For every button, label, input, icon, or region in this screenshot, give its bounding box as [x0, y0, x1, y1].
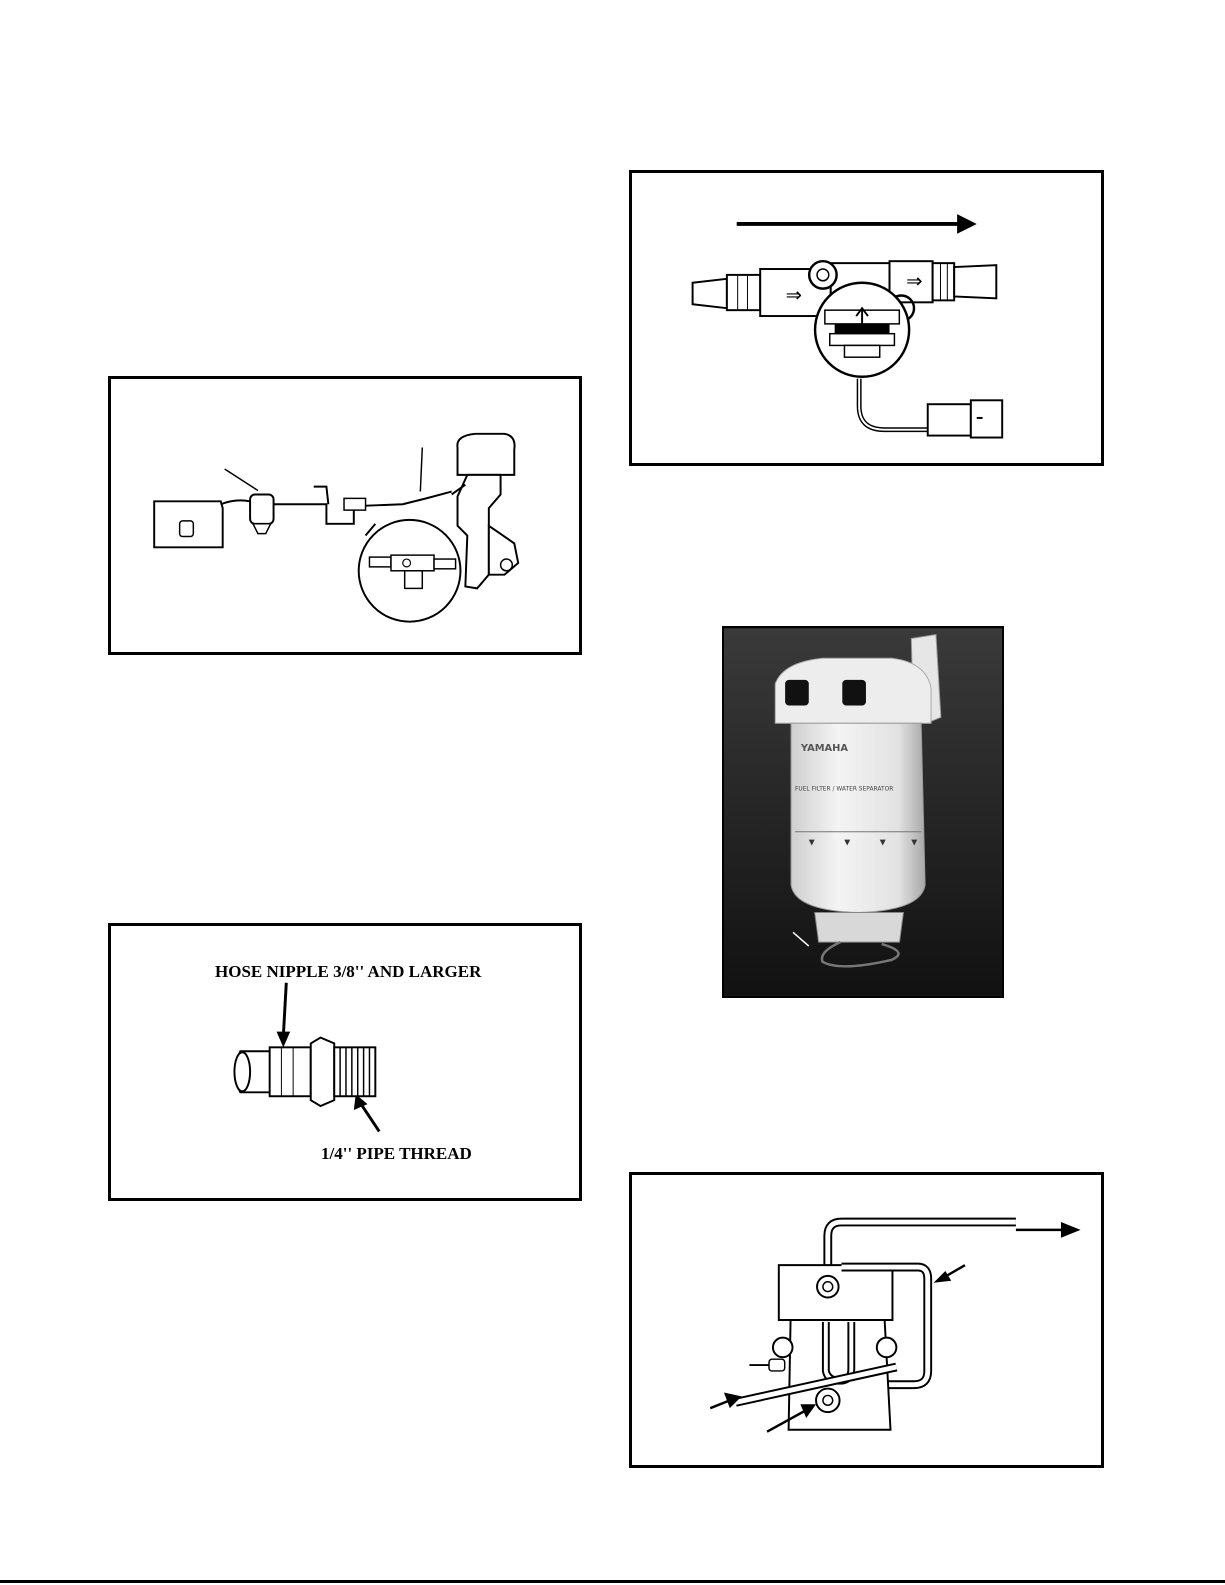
- fuel-tank-icon: [154, 501, 222, 547]
- filter-photo-illustration: [724, 628, 1002, 996]
- figure-filter-photo: [722, 626, 1004, 998]
- figure-water-detector-cutaway: [629, 170, 1104, 466]
- water-detector-illustration: [632, 173, 1101, 463]
- svg-text:⇒: ⇒: [785, 283, 803, 307]
- flow-direction-arrow-icon: [957, 214, 977, 234]
- svg-text:⇒: ⇒: [906, 269, 923, 293]
- figure-fuel-system-overview: [108, 376, 582, 655]
- arrow-down-icon: [277, 1032, 291, 1048]
- return-hose-arrow-icon: [934, 1271, 952, 1283]
- outlet-arrow-icon: [1061, 1222, 1081, 1238]
- figure-hose-nipple: [108, 923, 582, 1201]
- page-bottom-rule: [0, 1580, 1225, 1583]
- wire-connector-icon: [928, 404, 971, 435]
- figure-separator-hoses: [629, 1172, 1104, 1468]
- pipe-thread-label: 1/4'' PIPE THREAD: [321, 1144, 472, 1163]
- product-text: FUEL FILTER / WATER SEPARATOR: [794, 786, 894, 793]
- hose-nipple-label: HOSE NIPPLE 3/8'' AND LARGER: [215, 962, 482, 981]
- inlet-port-icon: [809, 261, 836, 288]
- fuel-filter-icon: [250, 494, 273, 523]
- fuel-system-illustration: [111, 379, 579, 652]
- separator-hose-illustration: [632, 1175, 1101, 1465]
- outboard-motor-icon: [457, 434, 514, 475]
- brand-text: YAMAHA: [800, 742, 848, 754]
